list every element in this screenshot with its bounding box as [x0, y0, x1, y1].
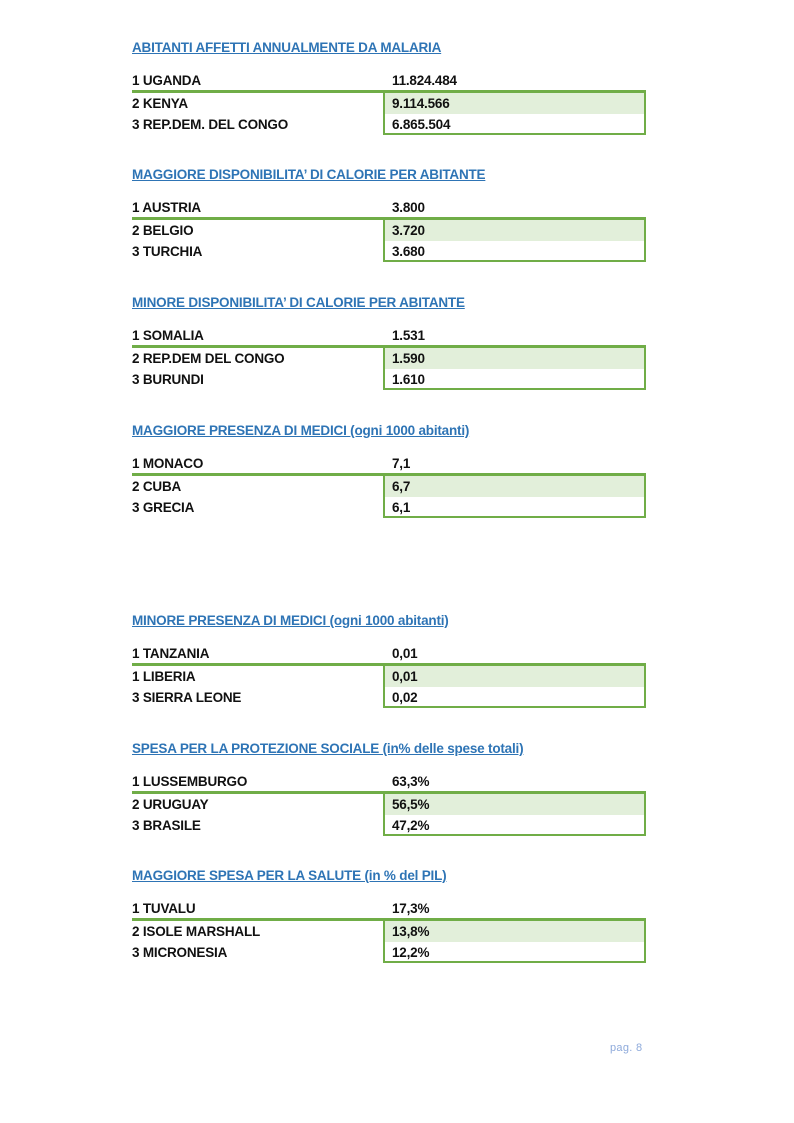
ranking-table [132, 197, 646, 262]
table-row [132, 497, 646, 518]
country-value: 3.800 [392, 200, 425, 215]
country-value: 11.824.484 [392, 73, 457, 88]
country-name: 3 REP.DEM. DEL CONGO [132, 117, 289, 132]
country-value: 9.114.566 [392, 96, 450, 111]
value-cell [383, 687, 646, 708]
section-heading: MAGGIORE SPESA PER LA SALUTE (in % del PIL) [132, 868, 447, 883]
table-row [132, 476, 646, 497]
country-value: 47,2% [392, 818, 430, 833]
section-max-doctors [132, 422, 646, 518]
table-row [132, 114, 646, 135]
country-name: 2 URUGUAY [132, 797, 209, 812]
country-name: 1 UGANDA [132, 73, 201, 88]
table-row [132, 348, 646, 369]
country-value: 6.865.504 [392, 117, 451, 132]
country-value: 63,3% [392, 774, 430, 789]
section-health-spending [132, 867, 646, 963]
country-value: 12,2% [392, 945, 430, 960]
country-name: 1 AUSTRIA [132, 200, 201, 215]
country-name: 1 LUSSEMBURGO [132, 774, 248, 789]
country-value: 3.680 [392, 244, 425, 259]
ranking-table [132, 325, 646, 390]
section-min-calories [132, 294, 646, 390]
ranking-table [132, 898, 646, 963]
section-social-protection [132, 740, 646, 836]
country-name: 1 TUVALU [132, 901, 196, 916]
country-name: 2 ISOLE MARSHALL [132, 924, 261, 939]
country-value: 7,1 [392, 456, 411, 471]
section-heading: MAGGIORE DISPONIBILITA’ DI CALORIE PER ABITANTE [132, 167, 486, 182]
table-row [132, 70, 646, 93]
table-row [132, 794, 646, 815]
value-cell [383, 497, 646, 518]
section-heading: MINORE PRESENZA DI MEDICI (ogni 1000 abitanti) [132, 613, 449, 628]
country-name: 3 TURCHIA [132, 244, 203, 259]
table-row [132, 815, 646, 836]
country-value: 1.610 [392, 372, 425, 387]
country-value: 56,5% [392, 797, 430, 812]
country-name: 3 SIERRA LEONE [132, 690, 242, 705]
country-name: 3 BRASILE [132, 818, 201, 833]
country-name: 3 MICRONESIA [132, 945, 228, 960]
country-name: 2 REP.DEM DEL CONGO [132, 351, 285, 366]
table-row [132, 687, 646, 708]
ranking-table [132, 771, 646, 836]
section-heading: MINORE DISPONIBILITA’ DI CALORIE PER ABITANTE [132, 295, 465, 310]
country-value: 1.590 [392, 351, 425, 366]
country-name: 2 KENYA [132, 96, 188, 111]
table-row [132, 942, 646, 963]
ranking-table [132, 643, 646, 708]
table-row [132, 325, 646, 348]
country-value: 0,01 [392, 646, 418, 661]
table-row [132, 197, 646, 220]
table-row [132, 643, 646, 666]
country-value: 1.531 [392, 328, 425, 343]
section-heading: ABITANTI AFFETTI ANNUALMENTE DA MALARIA [132, 40, 442, 55]
section-heading: SPESA PER LA PROTEZIONE SOCIALE (in% delle spese totali) [132, 741, 524, 756]
country-name: 2 CUBA [132, 479, 182, 494]
value-cell [383, 666, 646, 687]
table-row [132, 898, 646, 921]
country-value: 3.720 [392, 223, 425, 238]
country-value: 0,01 [392, 669, 418, 684]
table-row [132, 921, 646, 942]
ranking-table [132, 453, 646, 518]
country-value: 13,8% [392, 924, 430, 939]
ranking-table [132, 70, 646, 135]
country-name: 1 TANZANIA [132, 646, 210, 661]
table-row [132, 666, 646, 687]
country-name: 1 MONACO [132, 456, 204, 471]
table-row [132, 220, 646, 241]
country-value: 0,02 [392, 690, 418, 705]
country-name: 2 BELGIO [132, 223, 194, 238]
country-name: 1 LIBERIA [132, 669, 196, 684]
table-row [132, 241, 646, 262]
country-name: 1 SOMALIA [132, 328, 204, 343]
section-min-doctors [132, 612, 646, 708]
section-heading: MAGGIORE PRESENZA DI MEDICI (ogni 1000 abitanti) [132, 423, 470, 438]
section-malaria [132, 39, 646, 135]
country-name: 3 GRECIA [132, 500, 195, 515]
country-value: 6,1 [392, 500, 411, 515]
table-row [132, 369, 646, 390]
table-row [132, 771, 646, 794]
country-name: 3 BURUNDI [132, 372, 204, 387]
country-value: 17,3% [392, 901, 430, 916]
page-number: pag. 8 [610, 1042, 643, 1054]
value-cell [383, 476, 646, 497]
table-row [132, 453, 646, 476]
table-row [132, 93, 646, 114]
section-max-calories [132, 166, 646, 262]
country-value: 6,7 [392, 479, 411, 494]
